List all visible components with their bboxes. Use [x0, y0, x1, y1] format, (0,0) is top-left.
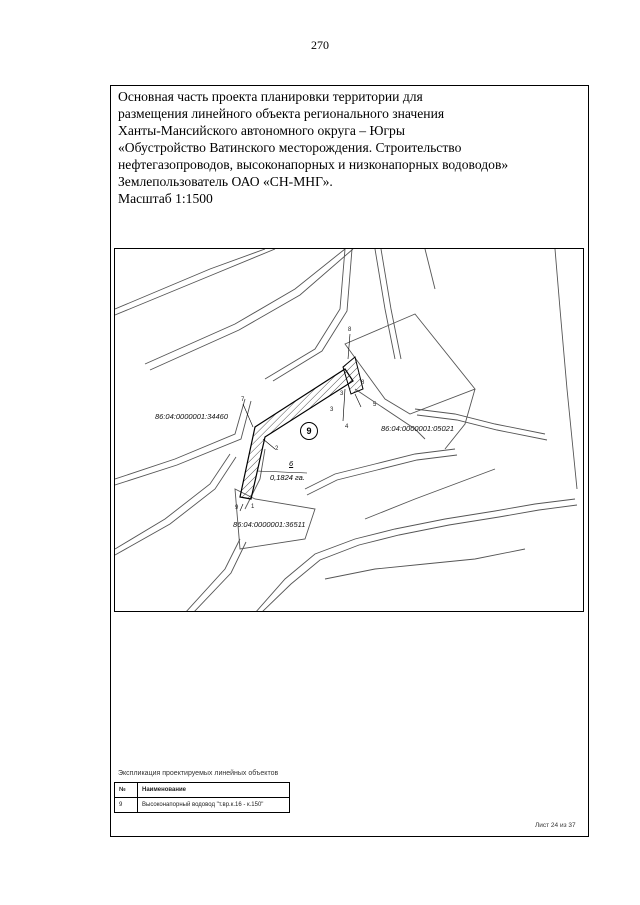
road-line: [255, 499, 575, 612]
title-line: «Обустройство Ватинского месторождения. Строительство: [118, 140, 462, 155]
parcel-label: 86:04:0000001:36511: [233, 520, 306, 529]
map-drawing: [115, 249, 584, 612]
road-line: [555, 249, 577, 489]
title-line: Землепользователь ОАО «СН-МНГ».: [118, 174, 333, 189]
node-label: 7: [241, 397, 245, 403]
object-number-badge: 9: [300, 422, 318, 440]
legend-row: [115, 798, 290, 813]
parcel-label: 86:04:0000001:05021: [381, 424, 454, 433]
node-label: 5: [373, 402, 377, 408]
cadastral-map: [114, 248, 584, 612]
leader-line: [355, 394, 361, 407]
node-label: 3: [330, 407, 334, 413]
title-block: [118, 88, 583, 207]
title-line: нефтегазопроводов, высоконапорных и низконапорных водоводов»: [118, 157, 509, 172]
scale-line: Масштаб 1:1500: [118, 191, 213, 206]
road-line: [375, 249, 395, 359]
sheet-label: Лист 24 из 37: [535, 822, 576, 829]
page-number: 270: [311, 38, 329, 52]
parcel-outline: [425, 249, 435, 289]
road-line: [307, 455, 457, 495]
node-label: 1: [251, 504, 255, 510]
project-corridor-end: [343, 357, 363, 394]
road-line: [273, 249, 352, 381]
legend-row-name: Высоконапорный водовод "т.вр.к.16 - к.150": [138, 798, 290, 813]
road-line: [193, 542, 246, 612]
road-line: [115, 249, 265, 309]
leader-line: [263, 439, 275, 449]
parcel-outline: [345, 314, 475, 414]
title-line: размещения линейного объекта регионального значения: [118, 106, 445, 121]
road-line: [261, 505, 577, 612]
node-label: 4: [345, 424, 349, 430]
parcel-label: 86:04:0000001:34460: [155, 412, 228, 421]
road-line: [115, 399, 245, 479]
road-line: [145, 249, 345, 364]
node-label: 8: [361, 380, 365, 386]
legend-header-num: №: [115, 783, 138, 798]
legend-caption: Экспликация проектируемых линейных объектов: [118, 770, 279, 777]
leader-line: [348, 334, 350, 359]
road-line: [325, 549, 525, 579]
node-label: 8: [348, 327, 352, 333]
node-label: 9: [235, 505, 239, 511]
title-line: Основная часть проекта планировки территории для: [118, 89, 423, 104]
road-line: [115, 249, 275, 315]
area-number: 6: [289, 459, 294, 468]
area-value: 0,1824 га.: [270, 473, 305, 482]
node-label: 3: [340, 391, 344, 397]
legend-header-row: [115, 783, 290, 798]
legend-table: [114, 782, 290, 813]
road-line: [115, 454, 230, 549]
node-label: 2: [275, 446, 279, 452]
legend-row-num: 9: [115, 798, 138, 813]
road-line: [365, 469, 495, 519]
leader-line: [243, 404, 253, 427]
road-line: [265, 249, 345, 379]
legend-header-name: Наименование: [138, 783, 290, 798]
title-line: Ханты-Мансийского автономного округа – Югры: [118, 123, 405, 138]
road-line: [185, 539, 240, 612]
leader-line: [240, 504, 243, 511]
